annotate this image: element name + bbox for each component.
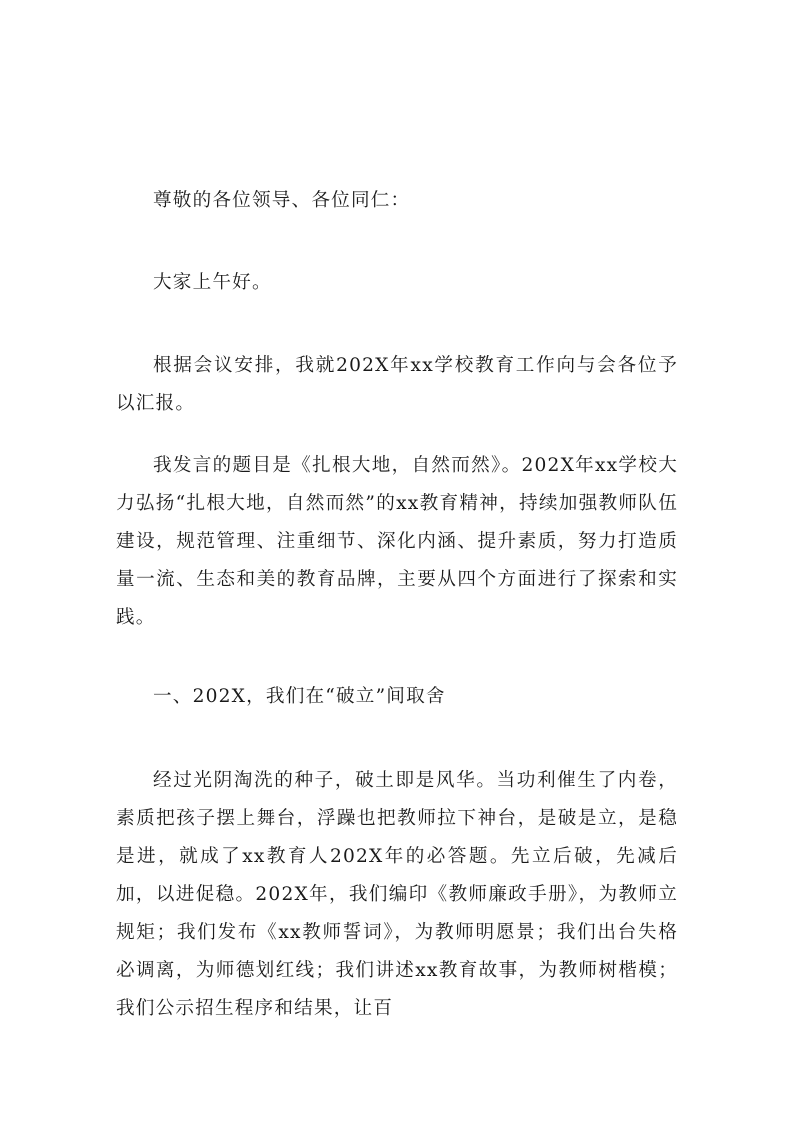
topic-paragraph: 我发言的题目是《扎根大地，自然而然》。202X年xx学校大力弘扬“扎根大地，自然而然”的xx教育精神，持续加强教师队伍建设，规范管理、注重细节、深化内涵、提升素质，努力打造质量一流、生态和美的教育品牌，主要从四个方面进行了探索和实践。: [116, 455, 678, 628]
salutation: 尊敬的各位领导、各位同仁：: [153, 190, 411, 211]
section-body-paragraph: 经过光阴淘洗的种子，破土即是风华。当功利催生了内卷，素质把孩子摆上舞台，浮躁也把教师拉下神台，是破是立，是稳是进，就成了xx教育人202X年的必答题。先立后破，先减后加，以进促稳。202X年，我们编印《教师廉政手册》，为教师立规矩；我们发布《xx教师誓词》，为教师明愿景；我们出台失格必调离，为师德划红线；我们讲述xx教育故事，为教师树楷模；我们公示招生程序和结果，让百: [116, 770, 678, 1019]
section-heading: 一、202X，我们在“破立”间取舍: [153, 686, 446, 707]
intro-paragraph: 根据会议安排，我就202X年xx学校教育工作向与会各位予以汇报。: [116, 355, 678, 414]
greeting: 大家上午好。: [153, 272, 272, 293]
